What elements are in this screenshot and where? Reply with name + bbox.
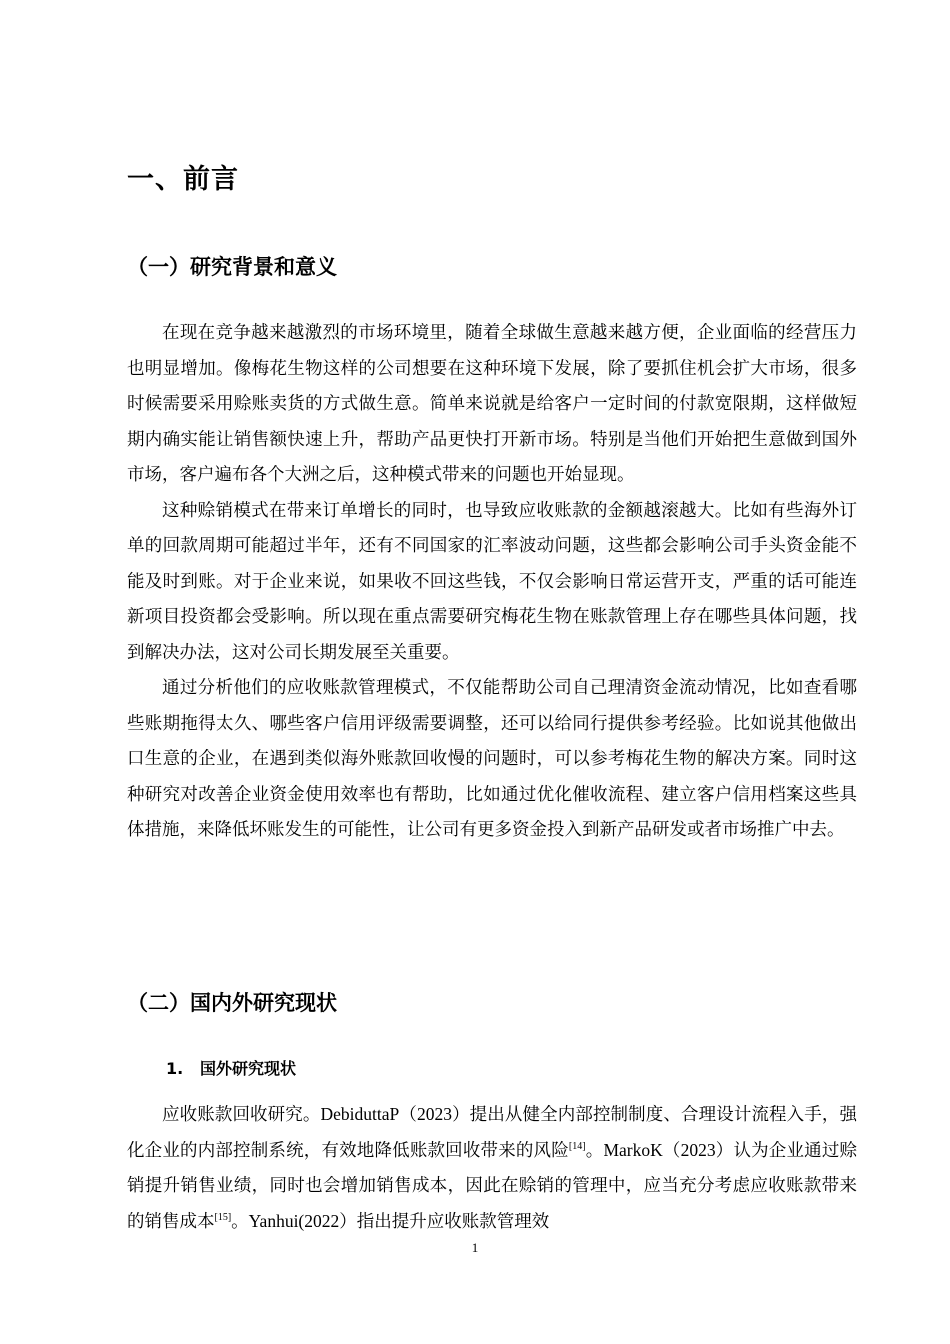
- paragraph-text-part-3: 。Yanhui(2022）指出提升应收账款管理效: [231, 1210, 550, 1231]
- background-paragraph-3: 通过分析他们的应收账款管理模式，不仅能帮助公司自己理清资金流动情况，比如查看哪些账期拖得太久、哪些客户信用评级需要调整，还可以给同行提供参考经验。比如说其他做出口生意的企业，在遇到类似海外账款回收慢的问题时，可以参考梅花生物的解决方案。同时这种研究对改善企业资金使用效率也有帮助，比如通过优化催收流程、建立客户信用档案这些具体措施，来降低坏账发生的可能性，让公司有更多资金投入到新产品研发或者市场推广中去。: [127, 677, 857, 839]
- background-paragraph-1: 在现在竞争越来越激烈的市场环境里，随着全球做生意越来越方便，企业面临的经营压力也明显增加。像梅花生物这样的公司想要在这种环境下发展，除了要抓住机会扩大市场，很多时候需要采用赊账卖货的方式做生意。简单来说就是给客户一定时间的付款宽限期，这样做短期内确实能让销售额快速上升，帮助产品更快打开新市场。特别是当他们开始把生意做到国外市场，客户遍布各个大洲之后，这种模式带来的问题也开始显现。: [127, 322, 857, 484]
- background-body: [127, 315, 857, 848]
- citation-15: [15]: [214, 1211, 232, 1223]
- subsection-number: 1.: [166, 1059, 184, 1078]
- section-title-research-status: （二）国内外研究现状: [127, 991, 337, 1015]
- paragraph-text-part-1: 应收账款回收研究。DebiduttaP（2023）提出从健全内部控制制度、合理设计流程入手，强化企业的内部控制系统，有效地降低账款回收带来的风险: [127, 1104, 857, 1160]
- foreign-research-body: [127, 1097, 857, 1239]
- subsection-label: 国外研究现状: [200, 1059, 297, 1078]
- background-paragraph-2: 这种赊销模式在带来订单增长的同时，也导致应收账款的金额越滚越大。比如有些海外订单的回款周期可能超过半年，还有不同国家的汇率波动问题，这些都会影响公司手头资金能不能及时到账。对于企业来说，如果收不回这些钱，不仅会影响日常运营开支，严重的话可能连新项目投资都会受影响。所以现在重点需要研究梅花生物在账款管理上存在哪些具体问题，找到解决办法，这对公司长期发展至关重要。: [127, 499, 857, 662]
- page-number: 1: [471, 1240, 479, 1255]
- section-title-background: （一）研究背景和意义: [127, 255, 337, 279]
- subsection-title-foreign-research: [166, 1055, 296, 1083]
- citation-14: [14]: [568, 1140, 586, 1152]
- foreign-research-paragraph: [127, 1097, 857, 1239]
- chapter-title: 一、前言: [127, 164, 239, 195]
- paragraph-text-part-2: 。MarkoK（2023）认为企业通过赊销提升销售业绩，同时也会增加销售成本，因此在赊销的管理中，应当充分考虑应收账款带来的销售成本: [127, 1139, 858, 1231]
